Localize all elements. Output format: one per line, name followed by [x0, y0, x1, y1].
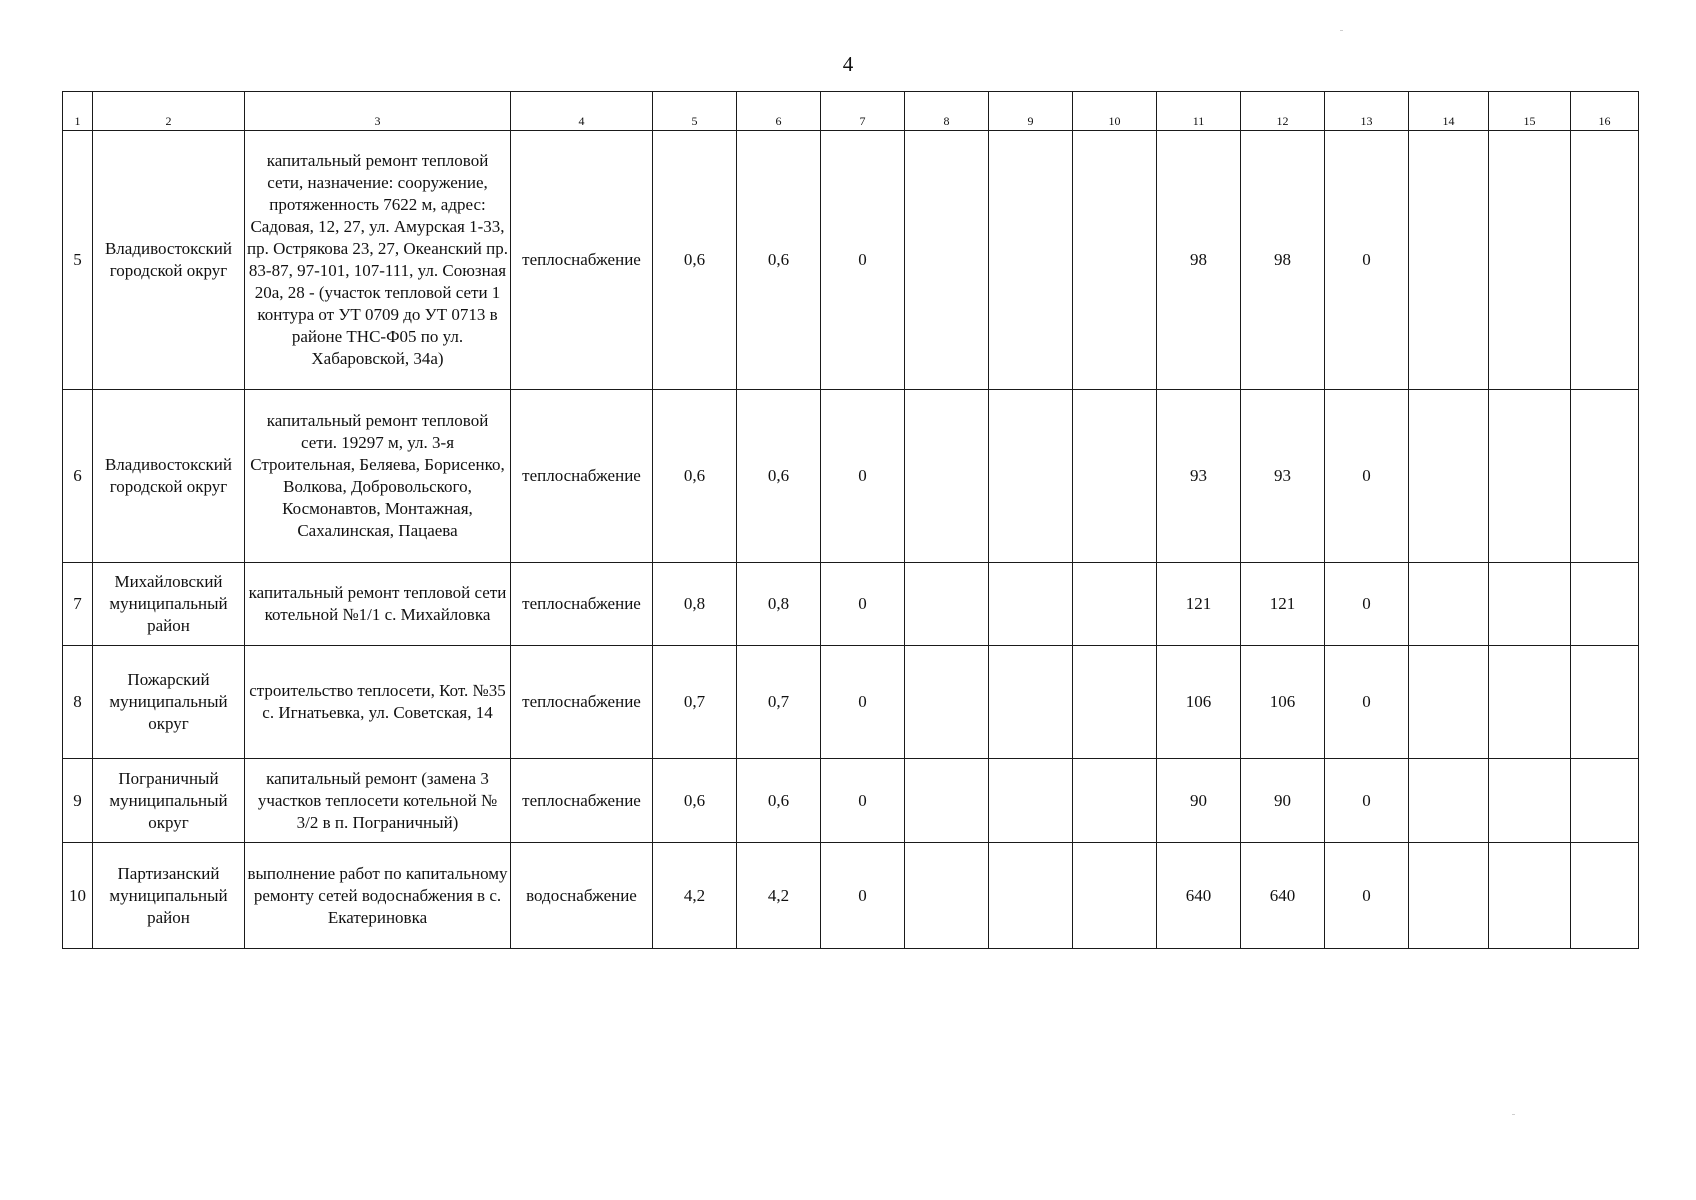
value-cell-10 [1073, 759, 1157, 843]
column-header: 6 [737, 92, 821, 131]
value-cell-7: 0 [821, 646, 905, 759]
value-cell-9 [989, 390, 1073, 563]
value-cell-6: 0,8 [737, 563, 821, 646]
column-header: 7 [821, 92, 905, 131]
value-cell-10 [1073, 131, 1157, 390]
scan-speck [1340, 30, 1343, 31]
value-cell-9 [989, 563, 1073, 646]
sector-cell: теплоснабжение [511, 131, 653, 390]
value-cell-15 [1489, 131, 1571, 390]
value-cell-10 [1073, 646, 1157, 759]
value-cell-8 [905, 131, 989, 390]
value-cell-8 [905, 646, 989, 759]
value-cell-11: 98 [1157, 131, 1241, 390]
row-number: 5 [63, 131, 93, 390]
table-row [63, 646, 1639, 759]
value-cell-5: 0,7 [653, 646, 737, 759]
object-cell: строительство теплосети, Кот. №35 с. Игнатьевка, ул. Советская, 14 [245, 646, 511, 759]
value-cell-14 [1409, 843, 1489, 949]
column-header: 14 [1409, 92, 1489, 131]
value-cell-11: 93 [1157, 390, 1241, 563]
value-cell-6: 0,6 [737, 759, 821, 843]
sector-cell: теплоснабжение [511, 563, 653, 646]
object-cell: капитальный ремонт тепловой сети. 19297 м, ул. 3-я Строительная, Беляева, Борисенко, Волкова, Добровольского, Космонавтов, Монтажная, Сахалинская, Пацаева [245, 390, 511, 563]
municipality-cell: Пограничный муниципальный округ [93, 759, 245, 843]
row-number: 8 [63, 646, 93, 759]
value-cell-8 [905, 390, 989, 563]
value-cell-12: 106 [1241, 646, 1325, 759]
municipality-cell: Владивостокский городской округ [93, 131, 245, 390]
municipality-cell: Партизанский муниципальный район [93, 843, 245, 949]
row-number: 10 [63, 843, 93, 949]
value-cell-15 [1489, 759, 1571, 843]
value-cell-7: 0 [821, 563, 905, 646]
value-cell-13: 0 [1325, 390, 1409, 563]
value-cell-14 [1409, 563, 1489, 646]
value-cell-16 [1571, 563, 1639, 646]
value-cell-14 [1409, 131, 1489, 390]
value-cell-6: 0,7 [737, 646, 821, 759]
column-header: 9 [989, 92, 1073, 131]
value-cell-15 [1489, 390, 1571, 563]
object-cell: капитальный ремонт тепловой сети котельной №1/1 с. Михайловка [245, 563, 511, 646]
value-cell-11: 90 [1157, 759, 1241, 843]
value-cell-15 [1489, 843, 1571, 949]
column-header: 10 [1073, 92, 1157, 131]
data-table [62, 91, 1639, 949]
value-cell-14 [1409, 390, 1489, 563]
value-cell-10 [1073, 563, 1157, 646]
value-cell-16 [1571, 646, 1639, 759]
value-cell-7: 0 [821, 390, 905, 563]
column-header: 1 [63, 92, 93, 131]
value-cell-10 [1073, 390, 1157, 563]
value-cell-7: 0 [821, 131, 905, 390]
value-cell-15 [1489, 563, 1571, 646]
municipality-cell: Михайловский муниципальный район [93, 563, 245, 646]
value-cell-16 [1571, 390, 1639, 563]
column-header: 8 [905, 92, 989, 131]
column-header: 12 [1241, 92, 1325, 131]
column-header: 16 [1571, 92, 1639, 131]
value-cell-12: 98 [1241, 131, 1325, 390]
row-number: 7 [63, 563, 93, 646]
value-cell-5: 0,6 [653, 759, 737, 843]
value-cell-8 [905, 563, 989, 646]
object-cell: капитальный ремонт (замена 3 участков теплосети котельной № 3/2 в п. Пограничный) [245, 759, 511, 843]
column-header: 3 [245, 92, 511, 131]
value-cell-15 [1489, 646, 1571, 759]
value-cell-11: 106 [1157, 646, 1241, 759]
column-header: 5 [653, 92, 737, 131]
value-cell-13: 0 [1325, 759, 1409, 843]
value-cell-16 [1571, 759, 1639, 843]
value-cell-13: 0 [1325, 843, 1409, 949]
sector-cell: теплоснабжение [511, 759, 653, 843]
value-cell-8 [905, 843, 989, 949]
object-cell: капитальный ремонт тепловой сети, назначение: сооружение, протяженность 7622 м, адрес: Садовая, 12, 27, ул. Амурская 1-33, пр. Острякова 23, 27, Океанский пр. 83-87, 97-101, 107-111, ул. Союзная 20а, 28 - (участок тепловой сети 1 контура от УТ 0709 до УТ 0713 в районе ТНС-Ф05 по ул. Хабаровской, 34а) [245, 131, 511, 390]
sector-cell: теплоснабжение [511, 390, 653, 563]
value-cell-12: 90 [1241, 759, 1325, 843]
column-number-header-row [63, 92, 1639, 131]
sector-cell: теплоснабжение [511, 646, 653, 759]
value-cell-13: 0 [1325, 131, 1409, 390]
value-cell-6: 0,6 [737, 131, 821, 390]
value-cell-16 [1571, 843, 1639, 949]
value-cell-5: 0,8 [653, 563, 737, 646]
value-cell-9 [989, 759, 1073, 843]
value-cell-7: 0 [821, 759, 905, 843]
value-cell-6: 0,6 [737, 390, 821, 563]
value-cell-9 [989, 843, 1073, 949]
value-cell-5: 0,6 [653, 390, 737, 563]
table-row [63, 759, 1639, 843]
page-number: 4 [842, 52, 854, 76]
value-cell-16 [1571, 131, 1639, 390]
value-cell-10 [1073, 843, 1157, 949]
value-cell-5: 0,6 [653, 131, 737, 390]
value-cell-6: 4,2 [737, 843, 821, 949]
column-header: 11 [1157, 92, 1241, 131]
value-cell-14 [1409, 646, 1489, 759]
value-cell-9 [989, 131, 1073, 390]
value-cell-13: 0 [1325, 646, 1409, 759]
value-cell-8 [905, 759, 989, 843]
sector-cell: водоснабжение [511, 843, 653, 949]
value-cell-13: 0 [1325, 563, 1409, 646]
value-cell-12: 640 [1241, 843, 1325, 949]
table-row [63, 390, 1639, 563]
column-header: 2 [93, 92, 245, 131]
value-cell-12: 121 [1241, 563, 1325, 646]
scan-speck [1512, 1114, 1515, 1115]
municipality-cell: Владивостокский городской округ [93, 390, 245, 563]
value-cell-14 [1409, 759, 1489, 843]
table-row [63, 843, 1639, 949]
object-cell: выполнение работ по капитальному ремонту сетей водоснабжения в с. Екатериновка [245, 843, 511, 949]
table-row [63, 131, 1639, 390]
row-number: 9 [63, 759, 93, 843]
column-header: 13 [1325, 92, 1409, 131]
value-cell-7: 0 [821, 843, 905, 949]
value-cell-12: 93 [1241, 390, 1325, 563]
column-header: 4 [511, 92, 653, 131]
value-cell-11: 640 [1157, 843, 1241, 949]
value-cell-5: 4,2 [653, 843, 737, 949]
municipality-cell: Пожарский муниципальный округ [93, 646, 245, 759]
value-cell-9 [989, 646, 1073, 759]
row-number: 6 [63, 390, 93, 563]
table-row [63, 563, 1639, 646]
value-cell-11: 121 [1157, 563, 1241, 646]
column-header: 15 [1489, 92, 1571, 131]
